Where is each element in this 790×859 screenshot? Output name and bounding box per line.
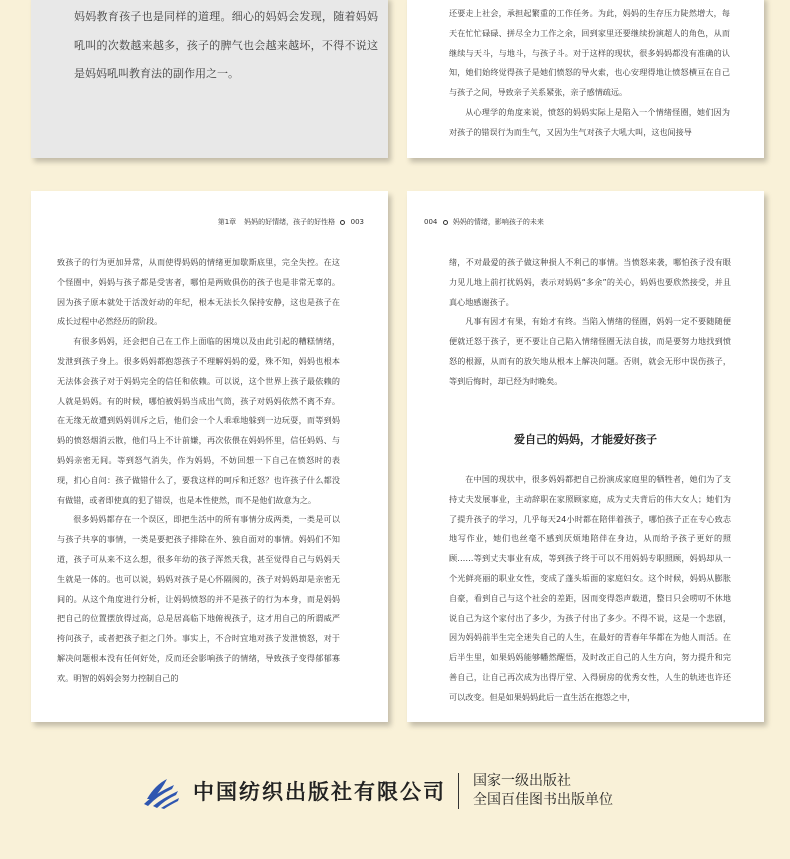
circle-bullet-icon xyxy=(443,220,448,225)
page-004 xyxy=(407,191,764,722)
chapter-label: 第1章 xyxy=(217,218,237,226)
publisher-wave-logo-icon xyxy=(141,771,181,811)
page-004-body-top xyxy=(449,253,731,392)
paragraph: 妈妈教育孩子也是同样的道理。细心的妈妈会发现，随着妈妈吼叫的次数越来越多，孩子的脾气也会越来越坏，不得不说这是妈妈吼叫教育法的副作用之一。 xyxy=(74,10,378,80)
publisher-mottos xyxy=(473,772,613,810)
page-number: 003 xyxy=(350,218,364,226)
paragraph: 从心理学的角度来说，愤怒的妈妈实际上是陷入一个情绪怪圈，她们因为对孩子的错误行为而生气，又因为生气对孩子大吼大叫，这也间接导 xyxy=(449,106,730,137)
page-004-body-bottom xyxy=(449,470,731,708)
page-top-right xyxy=(407,0,764,158)
paragraph: 很多妈妈都存在一个误区，即把生活中的所有事情分成两类，一类是可以与孩子共享的事情，一类是要把孩子排除在外、独自面对的事情。妈妈们不知道，孩子可从来不这么想，很多年幼的孩子浑然天我，甚至觉得自己与妈妈天生就是一体的。也可以说，妈妈对孩子是心怀隔阂的，孩子对妈妈却是亲密无间的。从这个角度进行分析，让妈妈愤怒的并不是孩子的行为本身，而是妈妈把自己的位置摆放得过高，总是居高临下地俯视孩子，这才用自己的所谓威严挎问孩子，或者把孩子拒之门外。事实上，不合时宜地对孩子发泄愤怒，对于解决问题根本没有任何好处，反而还会影响孩子的情绪，导致孩子变得郁郁寡欢。明智的妈妈会努力控制自己的 xyxy=(57,514,340,683)
page-number: 004 xyxy=(424,218,438,226)
paragraph: 致孩子的行为更加异常，从而使得妈妈的情绪更加歇斯底里，完全失控。在这个怪圈中，妈妈与孩子都是受害者，哪怕是两败俱伤的孩子也是非常无辜的。因为孩子原本就处于活泼好动的年纪，根本无法长久保持安静，这也是孩子在成长过程中必然经历的阶段。 xyxy=(57,257,340,327)
paragraph: 凡事有因才有果，有始才有终。当陷入情绪的怪圈，妈妈一定不要随随便便就迁怒于孩子，更不要让自己陷入情绪怪圈无法自拔，而是要努力地找到愤怒的根源，从而有的放矢地从根本上解决问题。否则，就会无形中误伤孩子，等到后悔时，却已经为时晚矣。 xyxy=(449,316,731,386)
motto-line: 全国百佳图书出版单位 xyxy=(473,792,613,808)
paragraph: 有很多妈妈，还会把自己在工作上面临的困境以及由此引起的糟糕情绪，发泄到孩子身上。很多妈妈都抱怨孩子不理解妈妈的爱，殊不知，妈妈也根本无法体会孩子对于妈妈完全的信任和依赖。可以说，这个世界上孩子最依赖的人就是妈妈。有的时候，哪怕被妈妈当成出气筒，孩子对妈妈依然不离不弃。在无缘无故遭到妈妈训斥之后，他们会一个人乖乖地躲到一边玩耍，而等到妈妈的愤怒烟消云散，他们马上不计前嫌，再次依偎在妈妈怀里，信任妈妈、与妈妈亲密无间。等到怒气消失，作为妈妈，不妨回想一下自己在愤怒时的表现，扪心自问：孩子做错什么了，要我这样的呵斥和迁怒？也许孩子什么都没有做错，或者即使真的犯了错误，也是本性使然，而不是他们故意为之。 xyxy=(57,336,340,505)
motto-line: 国家一级出版社 xyxy=(473,773,571,789)
circle-bullet-icon xyxy=(340,220,345,225)
chapter-title: 妈妈的情绪，影响孩子的未来 xyxy=(452,218,544,226)
paragraph: 在中国的现状中，很多妈妈都把自己扮演成家庭里的牺牲者，她们为了支持丈夫发展事业，主动辞职在家照顾家庭，成为丈夫背后的伟大女人；她们为了提升孩子的学习，几乎每天24小时都在陪伴着孩子，哪怕孩子正在专心致志地写作业，她们也丝毫不感到厌烦地陪伴在身边，从而给予孩子更好的照顾……等到丈夫事业有成，等到孩子终于可以不用妈妈专职照顾，妈妈却从一个光鲜亮丽的职业女性，变成了蓬头垢面的家庭妇女。这个时候，妈妈从膨胀自豪，看到自己与这个社会的差距，因而变得怨声载道，整日只会唠叨不休地说自己为这个家付出了多少，为孩子付出了多少。不得不说，这是一个悲剧，因为妈妈前半生完全迷失自己的人生，在最好的青春年华都在为他人而活。在后半生里，如果妈妈能够幡然醒悟，及时改正自己的人生方向，努力提升和完善自己，让自己再次成为出得厅堂、入得厨房的优秀女性，人生的轨迹也许还可以改变。但是如果妈妈此后一直生活在抱怨之中， xyxy=(449,474,731,702)
section-title: 爱自己的妈妈，才能爱好孩子 xyxy=(514,433,657,446)
running-header xyxy=(218,217,364,227)
page-top-left xyxy=(31,0,388,158)
chapter-title: 妈妈的好情绪，孩子的好性格 xyxy=(244,218,336,226)
page-003-body xyxy=(57,253,340,689)
paragraph: 还要走上社会，承担起繁重的工作任务。为此，妈妈的生存压力陡然增大，每天在忙忙碌碌、拼尽全力工作之余，回到家里还要继续扮演超人的角色，从而继续与天斗，与地斗，与孩子斗。对于这样的现状，很多妈妈都没有准确的认知，她们始终觉得孩子是她们愤怒的导火索，也心安理得地让愤怒横亘在自己与孩子之间，导致亲子关系紧张，亲子感情疏远。 xyxy=(449,8,730,98)
publisher-name: 中国纺织出版社有限公司 xyxy=(193,779,446,804)
footer-divider xyxy=(458,773,459,809)
page-top-right-body xyxy=(407,0,764,143)
paragraph: 绪，不对最爱的孩子做这种损人不利己的事情。当愤怒来袭，哪怕孩子没有眼力见儿地上前打扰妈妈，表示对妈妈“多余”的关心，妈妈也要欣然接受，并且真心地感谢孩子。 xyxy=(449,257,731,307)
page-top-left-body xyxy=(31,0,388,89)
page-003 xyxy=(31,191,388,722)
running-header xyxy=(424,217,544,227)
publisher-footer xyxy=(141,770,613,812)
